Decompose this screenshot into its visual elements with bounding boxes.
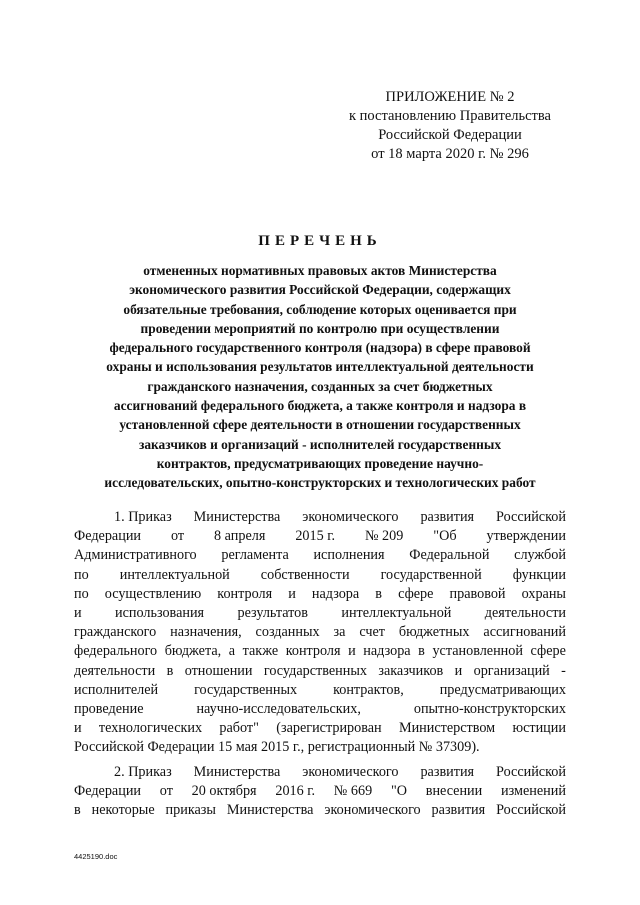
word: созданных — [255, 624, 320, 641]
word: экономического — [302, 509, 399, 525]
word: использования — [115, 605, 205, 622]
subtitle-line: контрактов, предусматривающих проведение научно- — [156, 455, 484, 471]
appendix-number: ПРИЛОЖЕНИЕ № 2 — [385, 89, 515, 105]
word: развития — [420, 509, 475, 525]
paragraph-line — [74, 623, 566, 642]
word: Министерства — [193, 763, 281, 780]
word: государственных — [194, 681, 298, 698]
word: федерального — [74, 643, 158, 660]
word: отношении — [184, 662, 253, 679]
word: регламента — [221, 547, 289, 564]
word: утверждении — [486, 528, 566, 545]
word: сфере — [530, 643, 566, 660]
word: деятельности — [74, 662, 156, 679]
word: и — [348, 643, 356, 660]
word: предусматривающих — [439, 681, 566, 698]
word: результатов — [237, 605, 308, 622]
word: Федерации — [74, 782, 142, 799]
paragraph-line — [74, 642, 566, 661]
appendix-reference: к постановлению Правительства — [349, 108, 551, 124]
subtitle-line: проведении мероприятий по контролю при осуществлении — [140, 320, 500, 336]
word: научно-исследовательских, — [196, 701, 361, 718]
word: исполнения — [313, 547, 385, 564]
word: развития — [420, 763, 475, 780]
word: государственной — [380, 566, 482, 583]
paragraph-line — [74, 546, 566, 565]
word: в — [166, 662, 174, 679]
word: Российской — [496, 763, 566, 780]
word: юстиции — [512, 720, 566, 737]
word: сфере — [398, 585, 434, 602]
word: 20 октября — [191, 782, 257, 799]
subtitle-line: ассигнований федерального бюджета, а также контроля и надзора в — [113, 398, 527, 414]
paragraph-line — [74, 681, 566, 700]
word: а — [228, 643, 236, 660]
word: от — [159, 782, 173, 799]
word: и — [288, 585, 296, 602]
word: проведение — [74, 701, 144, 718]
document-subtitle — [70, 261, 570, 493]
paragraph-line — [74, 604, 566, 623]
paragraph-line — [74, 700, 566, 719]
word: 2. Приказ — [114, 763, 172, 780]
list-item-paragraph — [74, 763, 566, 821]
word: "О — [390, 782, 407, 799]
subtitle-line: гражданского назначения, созданных за счет бюджетных — [147, 378, 493, 394]
word: надзора — [363, 643, 411, 660]
word: технологических — [98, 720, 203, 737]
word: Федеральной — [409, 547, 490, 564]
word: от — [170, 528, 185, 545]
paragraph-line — [74, 801, 566, 820]
word: контрактов, — [333, 681, 404, 698]
subtitle-line: федерального государственного контроля (надзора) в сфере правовой — [109, 340, 531, 356]
word: интеллектуальной — [341, 605, 452, 622]
word: № 209 — [364, 528, 404, 545]
word: за — [333, 624, 346, 641]
subtitle-line: охраны и использования результатов интеллектуальной деятельности — [106, 359, 534, 375]
word: счет — [359, 624, 385, 641]
word: развития — [431, 802, 486, 819]
document-body — [74, 508, 566, 825]
subtitle-line: заказчиков и организаций - исполнителей государственных — [138, 436, 502, 452]
word: и — [454, 662, 463, 679]
document-title: ПЕРЕЧЕНЬ — [258, 233, 382, 249]
word: охраны — [521, 585, 566, 602]
word: деятельности — [484, 605, 566, 622]
word: бюджетных — [398, 624, 470, 641]
word: и — [74, 720, 82, 737]
word: в — [74, 802, 81, 819]
word: - — [561, 662, 566, 679]
word: правовой — [449, 585, 506, 602]
appendix-authority: Российской Федерации — [378, 127, 522, 143]
paragraph-line — [74, 566, 566, 585]
subtitle-line: обязательные требования, соблюдение которых оценивается при — [123, 301, 517, 317]
word: 2015 г. — [295, 528, 336, 545]
word: ассигнований — [483, 624, 566, 641]
word: приказы — [165, 802, 216, 819]
word: и — [74, 605, 82, 622]
paragraph-line — [74, 527, 566, 546]
word: контроля — [285, 643, 341, 660]
word: также — [242, 643, 279, 660]
list-item-paragraph — [74, 508, 566, 758]
word: гражданского — [74, 624, 157, 641]
word: "Об — [433, 528, 457, 545]
word: работ" — [219, 720, 259, 737]
paragraph-line — [74, 662, 566, 681]
word: собственности — [260, 566, 350, 583]
subtitle-line: исследовательских, опытно-конструкторских и технологических работ — [104, 475, 536, 491]
word: экономического — [302, 763, 399, 780]
word: 2016 г. — [275, 782, 316, 799]
word: № 669 — [333, 782, 373, 799]
word: назначения, — [170, 624, 242, 641]
word: организаций — [473, 662, 550, 679]
word: Российской Федерации 15 мая 2015 г., регистрационный № 37309). — [74, 739, 480, 756]
paragraph-line — [74, 738, 566, 757]
word: изменений — [501, 782, 566, 799]
paragraph-line — [74, 585, 566, 604]
word: Министерства — [226, 802, 314, 819]
word: установленной — [432, 643, 523, 660]
word: по — [74, 566, 89, 583]
word: 1. Приказ — [114, 509, 172, 525]
word: надзора — [311, 585, 360, 602]
word: в — [375, 585, 382, 602]
word: Министерства — [193, 509, 281, 525]
file-name-footer: 4425190.doc — [74, 852, 118, 861]
paragraph-line — [74, 782, 566, 801]
word: Министерством — [398, 720, 496, 737]
word: Российской — [496, 802, 566, 819]
word: 8 апреля — [214, 528, 266, 545]
appendix-block — [330, 88, 570, 164]
word: интеллектуальной — [119, 566, 230, 583]
word: заказчиков — [378, 662, 444, 679]
word: опытно-конструкторских — [413, 701, 566, 718]
word: Федерации — [74, 528, 142, 545]
subtitle-line: отмененных нормативных правовых актов Министерства — [143, 263, 497, 278]
word: экономического — [324, 802, 421, 819]
word: Административного — [74, 547, 197, 564]
word: внесении — [425, 782, 483, 799]
word: осуществлению — [104, 585, 202, 602]
appendix-date: от 18 марта 2020 г. № 296 — [371, 146, 529, 162]
word: в — [418, 643, 425, 660]
word: некоторые — [91, 802, 155, 819]
word: исполнителей — [74, 681, 159, 698]
subtitle-line: установленной сфере деятельности в отношении государственных — [119, 417, 521, 433]
word: бюджета, — [164, 643, 222, 660]
word: (зарегистрирован — [276, 720, 382, 737]
word: контроля — [217, 585, 273, 602]
paragraph-line — [74, 508, 566, 527]
paragraph-line — [74, 763, 566, 782]
paragraph-line — [74, 719, 566, 738]
word: по — [74, 585, 89, 602]
word: службой — [514, 547, 566, 564]
word: государственных — [263, 662, 367, 679]
word: Российской — [496, 509, 566, 525]
subtitle-line: экономического развития Российской Федерации, содержащих — [129, 282, 511, 298]
word: функции — [512, 566, 566, 583]
